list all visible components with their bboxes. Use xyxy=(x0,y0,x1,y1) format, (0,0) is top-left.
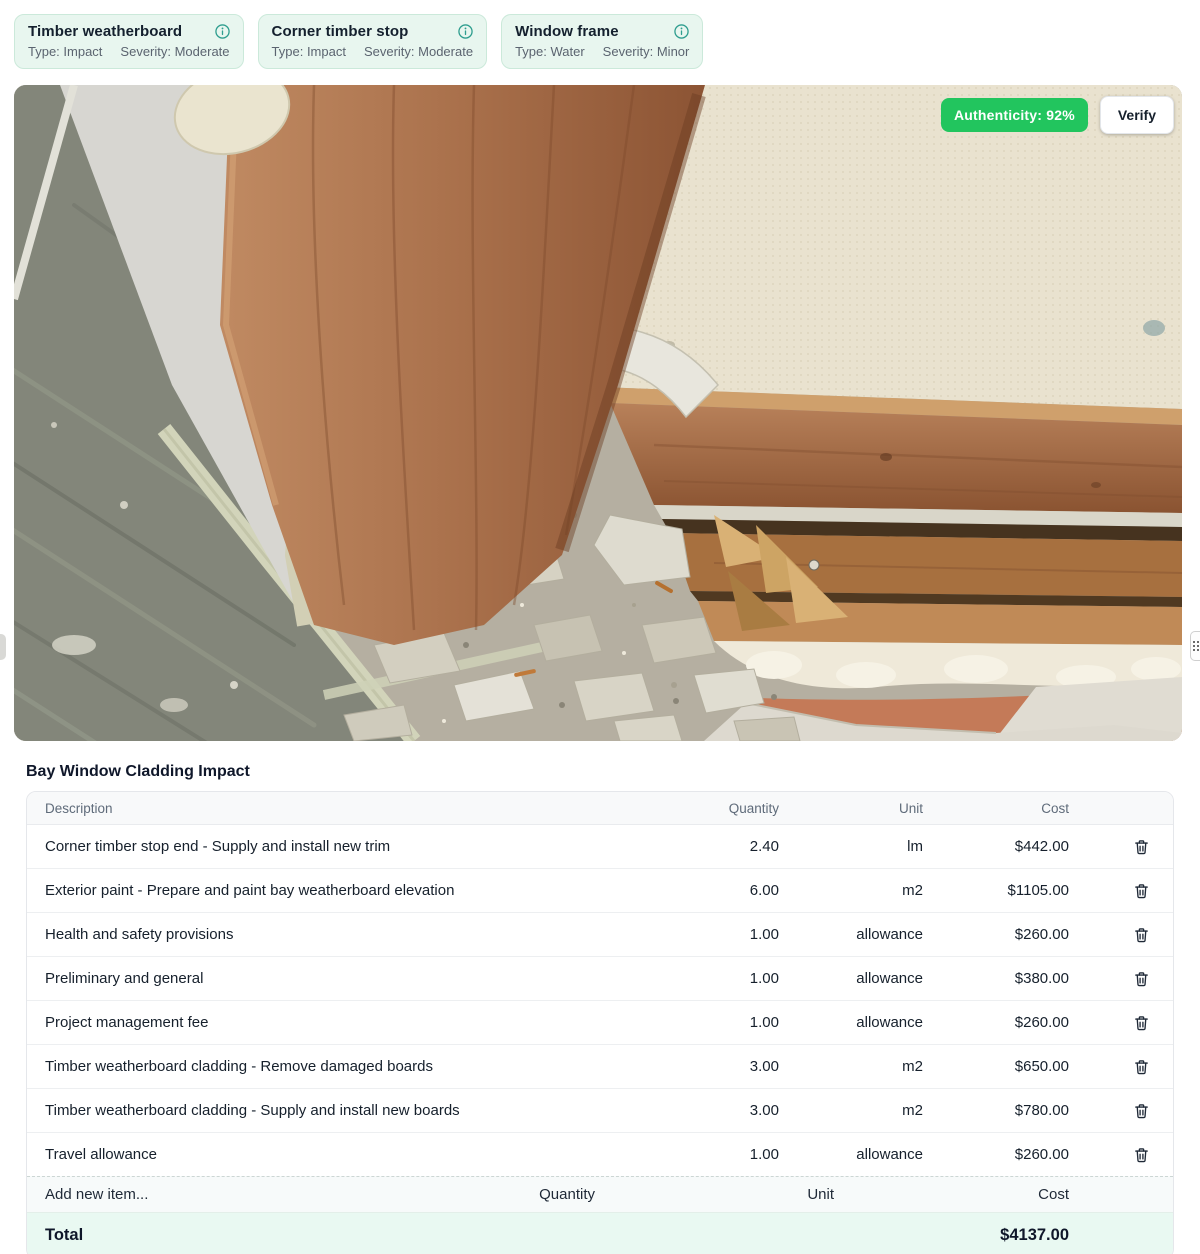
item-cost: $1105.00 xyxy=(1007,882,1069,899)
info-icon[interactable] xyxy=(674,24,689,39)
info-icon[interactable] xyxy=(458,24,473,39)
chip-title: Window frame xyxy=(515,23,619,40)
trash-icon xyxy=(1133,1014,1150,1032)
item-description: Exterior paint - Prepare and paint bay weatherboard elevation xyxy=(45,882,455,899)
chip-title: Timber weatherboard xyxy=(28,23,183,40)
item-unit: allowance xyxy=(856,1014,923,1031)
authenticity-badge: Authenticity: 92% xyxy=(941,98,1088,132)
damage-chip-corner-timber-stop[interactable] xyxy=(258,14,488,69)
item-unit: allowance xyxy=(856,926,923,943)
drag-handle[interactable] xyxy=(1190,631,1200,661)
chip-type: Type: Water xyxy=(515,44,585,59)
delete-row-button[interactable] xyxy=(1129,966,1154,992)
item-quantity: 1.00 xyxy=(749,926,779,943)
add-item-description-input[interactable] xyxy=(27,1177,396,1212)
item-description: Corner timber stop end - Supply and install new trim xyxy=(45,838,391,855)
item-unit: allowance xyxy=(856,970,923,987)
total-label: Total xyxy=(45,1226,84,1244)
chip-type: Type: Impact xyxy=(271,44,346,59)
damage-chips xyxy=(0,0,1200,85)
trash-icon xyxy=(1133,1102,1150,1120)
chip-title: Corner timber stop xyxy=(271,23,409,40)
trash-icon xyxy=(1133,970,1150,988)
add-item-cost-input[interactable] xyxy=(870,1177,1109,1212)
item-quantity: 1.00 xyxy=(749,970,779,987)
section-title: Bay Window Cladding Impact xyxy=(26,763,250,780)
total-row xyxy=(27,1213,1173,1254)
header-unit: Unit xyxy=(898,800,923,816)
item-quantity: 6.00 xyxy=(749,882,779,899)
delete-row-button[interactable] xyxy=(1129,1054,1154,1080)
item-description: Preliminary and general xyxy=(45,970,204,987)
trash-icon xyxy=(1133,1146,1150,1164)
table-row xyxy=(27,957,1173,1001)
item-quantity: 1.00 xyxy=(749,1146,779,1163)
chip-severity: Severity: Moderate xyxy=(120,44,230,59)
chip-severity: Severity: Minor xyxy=(602,44,690,59)
item-description: Health and safety provisions xyxy=(45,926,234,943)
item-description: Timber weatherboard cladding - Remove damaged boards xyxy=(45,1058,433,1075)
delete-row-button[interactable] xyxy=(1129,834,1154,860)
item-quantity: 1.00 xyxy=(749,1014,779,1031)
item-description: Travel allowance xyxy=(45,1146,157,1163)
damage-chip-timber-weatherboard[interactable] xyxy=(14,14,244,69)
item-quantity: 3.00 xyxy=(749,1102,779,1119)
add-item-row xyxy=(27,1176,1173,1213)
add-item-quantity-input[interactable] xyxy=(396,1177,635,1212)
delete-row-button[interactable] xyxy=(1129,878,1154,904)
photo-overlay xyxy=(941,96,1174,134)
table-row xyxy=(27,1001,1173,1045)
table-row xyxy=(27,913,1173,957)
drag-dots-icon xyxy=(1193,641,1199,651)
table-header xyxy=(27,792,1173,825)
item-cost: $442.00 xyxy=(1014,838,1069,855)
trash-icon xyxy=(1133,838,1150,856)
delete-row-button[interactable] xyxy=(1129,922,1154,948)
item-unit: m2 xyxy=(902,882,923,899)
table-row xyxy=(27,1045,1173,1089)
header-description: Description xyxy=(45,800,113,816)
chip-type: Type: Impact xyxy=(28,44,103,59)
verify-button[interactable]: Verify xyxy=(1100,96,1174,134)
damage-photo-illustration xyxy=(14,85,1182,741)
item-unit: m2 xyxy=(902,1058,923,1075)
trash-icon xyxy=(1133,1058,1150,1076)
item-description: Project management fee xyxy=(45,1014,209,1031)
delete-row-button[interactable] xyxy=(1129,1142,1154,1168)
delete-row-button[interactable] xyxy=(1129,1010,1154,1036)
item-cost: $260.00 xyxy=(1014,1146,1069,1163)
info-icon[interactable] xyxy=(215,24,230,39)
item-unit: lm xyxy=(907,838,923,855)
item-cost: $780.00 xyxy=(1014,1102,1069,1119)
table-row xyxy=(27,1089,1173,1133)
damage-photo xyxy=(14,85,1182,741)
trash-icon xyxy=(1133,882,1150,900)
total-value: $4137.00 xyxy=(1000,1226,1069,1244)
left-edge-handle[interactable] xyxy=(0,634,6,660)
item-quantity: 3.00 xyxy=(749,1058,779,1075)
item-quantity: 2.40 xyxy=(749,838,779,855)
item-cost: $650.00 xyxy=(1014,1058,1069,1075)
table-row xyxy=(27,1133,1173,1177)
item-cost: $260.00 xyxy=(1014,1014,1069,1031)
item-cost: $380.00 xyxy=(1014,970,1069,987)
item-unit: m2 xyxy=(902,1102,923,1119)
trash-icon xyxy=(1133,926,1150,944)
item-cost: $260.00 xyxy=(1014,926,1069,943)
damage-chip-window-frame[interactable] xyxy=(501,14,703,69)
item-description: Timber weatherboard cladding - Supply and install new boards xyxy=(45,1102,460,1119)
item-unit: allowance xyxy=(856,1146,923,1163)
add-item-unit-input[interactable] xyxy=(635,1177,870,1212)
table-row xyxy=(27,825,1173,869)
header-cost: Cost xyxy=(1041,800,1069,816)
cost-table xyxy=(26,791,1174,1254)
table-row xyxy=(27,869,1173,913)
delete-row-button[interactable] xyxy=(1129,1098,1154,1124)
chip-severity: Severity: Moderate xyxy=(363,44,474,59)
header-quantity: Quantity xyxy=(728,800,779,816)
